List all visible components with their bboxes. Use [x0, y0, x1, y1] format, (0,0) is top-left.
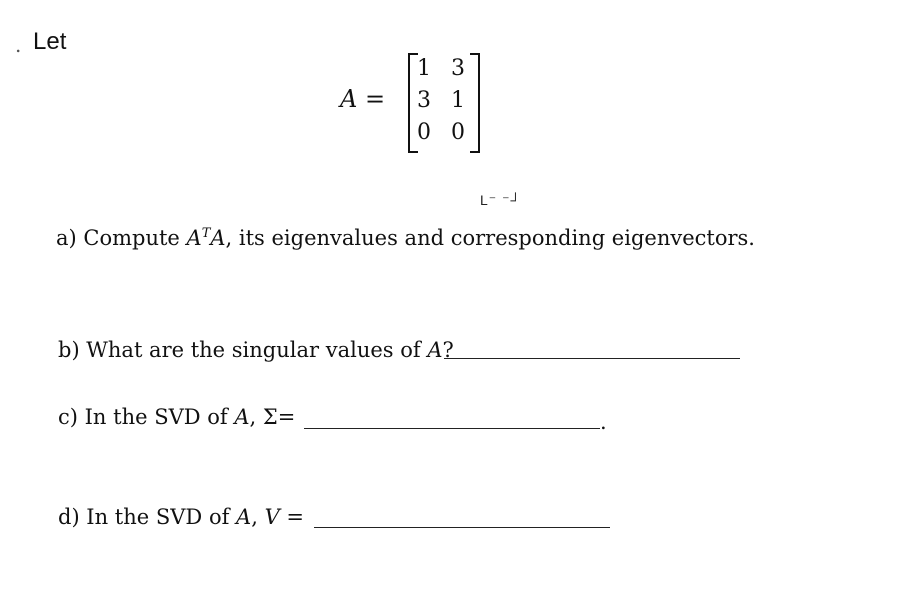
question-a-sup: T [201, 226, 211, 241]
bullet-dot: . [15, 33, 22, 57]
question-d-suffix: = [279, 505, 305, 529]
matrix-cell: 3 [417, 88, 431, 113]
question-a [56, 226, 755, 250]
stray-bracket-marks: L⁻ ⁻┘ [480, 192, 522, 208]
question-c-period: . [600, 410, 607, 434]
question-d-prefix: d) In the SVD of [58, 505, 237, 529]
question-d-var: A [236, 505, 252, 529]
question-d-mid: , [251, 505, 265, 529]
question-c [58, 405, 295, 429]
intro-label: Let [33, 28, 67, 55]
question-a-suffix: , its eigenvalues and corresponding eigenvectors. [225, 226, 755, 250]
matrix-cell: 3 [451, 56, 465, 81]
question-a-var2: A [210, 226, 226, 250]
matrix-cell: 1 [417, 56, 431, 81]
question-a-var1: A [186, 226, 202, 250]
matrix-cell: 0 [417, 120, 431, 145]
matrix-cell: 0 [451, 120, 465, 145]
matrix-cell: 1 [451, 88, 465, 113]
question-c-suffix: , Σ= [249, 405, 296, 429]
question-b-suffix: ? [442, 338, 454, 362]
answer-blank-c[interactable] [304, 428, 600, 429]
matrix-lhs [340, 85, 385, 113]
question-b-var: A [427, 338, 443, 362]
question-c-var: A [234, 405, 250, 429]
question-b-prefix: b) What are the singular values of [58, 338, 428, 362]
question-c-prefix: c) In the SVD of [58, 405, 235, 429]
question-a-prefix: a) Compute [56, 226, 187, 250]
equals-sign: = [364, 85, 386, 113]
answer-blank-d[interactable] [314, 527, 610, 528]
matrix-right-bracket [470, 53, 480, 153]
answer-blank-b[interactable] [444, 358, 740, 359]
question-d [58, 505, 304, 529]
matrix-name: A [340, 85, 358, 113]
question-b [58, 338, 454, 362]
question-d-var2: V [264, 505, 280, 529]
